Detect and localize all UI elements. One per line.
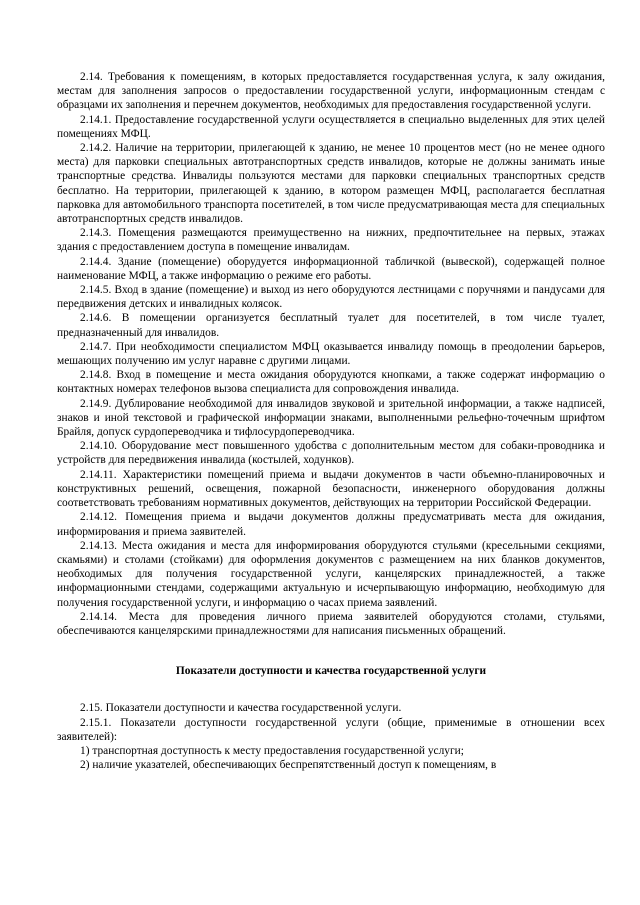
paragraph-2-14-2: 2.14.2. Наличие на территории, прилегающей к зданию, не менее 10 процентов мест (но не менее одного места) для парковки специальных автотранспортных средств инвалидов, которые не должны занимать иные транспортные средства. Инвалиды пользуются местами для парковки специальных транспортных средств бесплатно. На территории, прилегающей к зданию, в котором размещен МФЦ, располагается бесплатная парковка для автомобильного транспорта посетителей, в том числе предусматривающая места для специальных автотранспортных средств инвалидов. (57, 142, 605, 226)
paragraph-2-14-6: 2.14.6. В помещении организуется бесплатный туалет для посетителей, в том числе туалет, предназначенный для инвалидов. (57, 312, 605, 339)
paragraph-2-14-14: 2.14.14. Места для проведения личного приема заявителей оборудуются столами, стульями, обеспечиваются канцелярскими принадлежностями для написания письменных обращений. (57, 610, 605, 637)
paragraph-2-14-10: 2.14.10. Оборудование мест повышенного удобства с дополнительным местом для собаки-проводника и устройств для передвижения инвалида (костылей, ходунков). (57, 440, 605, 467)
paragraph-2-14-9: 2.14.9. Дублирование необходимой для инвалидов звуковой и зрительной информации, а также надписей, знаков и иной текстовой и графической информации знаками, выполненными рельефно-точечным шрифтом Брайля, допуск сурдопереводчика и тифлосурдопереводчика. (57, 397, 605, 439)
list-item-2: 2) наличие указателей, обеспечивающих беспрепятственный доступ к помещениям, в (80, 759, 497, 772)
section-heading: Показатели доступности и качества государственной услуги (175, 665, 487, 678)
paragraph-2-14-12: 2.14.12. Помещения приема и выдачи документов должны предусматривать места для ожидания, информирования и приема заявителей. (57, 511, 605, 538)
paragraph-2-15-1: 2.15.1. Показатели доступности государственной услуги (общие, применимые в отношении всех заявителей): (57, 716, 605, 743)
paragraph-2-14-13: 2.14.13. Места ожидания и места для информирования оборудуются стульями (кресельными секциями, скамьями) и столами (стойками) для оформления документов с размещением на них бланков документов, необходимых для получения государственной услуги, канцелярских принадлежностей, а также информационными стендами, содержащими актуальную и исчерпывающую информацию, необходимую для получения государственной услуги, и информацию о часах приема заявлений. (57, 539, 605, 609)
paragraph-2-14-8: 2.14.8. Вход в помещение и места ожидания оборудуются кнопками, а также содержат информацию о контактных номерах телефонов вызова специалиста для сопровождения инвалида. (57, 369, 605, 396)
paragraph-2-14-4: 2.14.4. Здание (помещение) оборудуется информационной табличкой (вывеской), содержащей полное наименование МФЦ, а также информацию о режиме его работы. (57, 255, 605, 282)
paragraph-2-14-11: 2.14.11. Характеристики помещений приема и выдачи документов в части объемно-планировочных и конструктивных решений, освещения, пожарной безопасности, инженерного оборудования должны соответствовать требованиям нормативных документов, действующих на территории Российской Федерации. (57, 468, 605, 510)
document-page (57, 70, 605, 772)
paragraph-2-14: 2.14. Требования к помещениям, в которых предоставляется государственная услуга, к залу ожидания, местам для заполнения запросов о предоставлении государственной услуги, информационным стендам с образцами их заполнения и перечнем документов, необходимых для предоставления государственной услуги. (57, 71, 605, 112)
paragraph-2-14-1: 2.14.1. Предоставление государственной услуги осуществляется в специально выделенных для этих целей помещениях МФЦ. (57, 113, 605, 140)
paragraph-2-14-5: 2.14.5. Вход в здание (помещение) и выход из него оборудуются лестницами с поручнями и пандусами для передвижения детских и инвалидных колясок. (57, 284, 605, 311)
paragraph-2-14-3: 2.14.3. Помещения размещаются преимущественно на нижних, предпочтительнее на первых, этажах здания с предоставлением доступа в помещение инвалидам. (57, 227, 605, 254)
paragraph-2-14-7: 2.14.7. При необходимости специалистом МФЦ оказывается инвалиду помощь в преодолении барьеров, мешающих получению им услуг наравне с другими лицами. (57, 340, 605, 368)
list-item-1: 1) транспортная доступность к месту предоставления государственной услуги; (80, 744, 464, 757)
paragraph-2-15: 2.15. Показатели доступности и качества государственной услуги. (80, 702, 402, 715)
